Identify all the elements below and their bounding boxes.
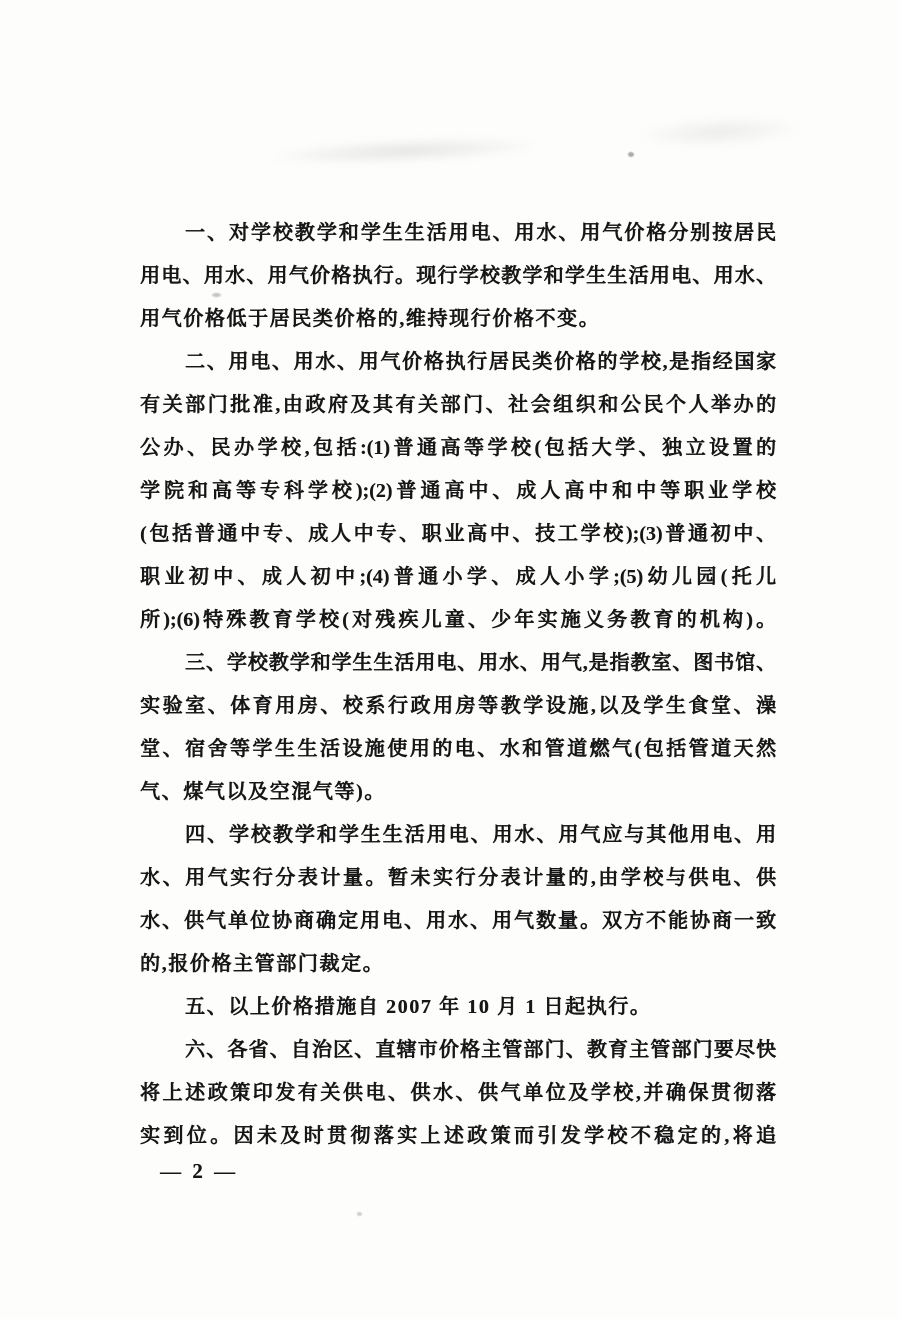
text-line: 用气价格低于居民类价格的,维持现行价格不变。 (140, 308, 601, 330)
text-line: 堂、宿舍等学生生活设施使用的电、水和管道燃气(包括管道天然 (140, 738, 776, 760)
paragraph-5 (140, 986, 776, 1029)
scan-smudge (634, 112, 805, 153)
scan-speck (628, 152, 634, 157)
text-line: 气、煤气以及空混气等)。 (140, 781, 386, 803)
scan-speck (357, 1212, 362, 1216)
text-line: 六、各省、自治区、直辖市价格主管部门、教育主管部门要尽快 (185, 1039, 776, 1061)
paragraph-3 (140, 642, 776, 814)
paragraph-1 (140, 212, 776, 341)
text-line: 职业初中、成人初中;(4)普通小学、成人小学;(5)幼儿园(托儿 (140, 566, 776, 588)
text-line: 有关部门批准,由政府及其有关部门、社会组织和公民个人举办的 (140, 394, 776, 416)
scan-smudge (265, 132, 546, 170)
paragraph-4 (140, 814, 776, 986)
text-line: 水、用气实行分表计量。暂未实行分表计量的,由学校与供电、供 (140, 867, 776, 889)
text-line: 公办、民办学校,包括:(1)普通高等学校(包括大学、独立设置的 (140, 437, 776, 459)
page-number: — 2 — (160, 1159, 238, 1183)
text-line: 二、用电、用水、用气价格执行居民类价格的学校,是指经国家 (185, 351, 776, 373)
text-line: 所);(6)特殊教育学校(对残疾儿童、少年实施义务教育的机构)。 (140, 609, 776, 631)
text-line: 用电、用水、用气价格执行。现行学校教学和学生生活用电、用水、 (140, 265, 776, 287)
text-line: 四、学校教学和学生生活用电、用水、用气应与其他用电、用 (185, 824, 776, 846)
paragraph-6 (140, 1029, 776, 1158)
text-line: (包括普通中专、成人中专、职业高中、技工学校);(3)普通初中、 (140, 523, 776, 545)
text-line: 三、学校教学和学生生活用电、用水、用气,是指教室、图书馆、 (185, 652, 776, 674)
paragraph-2 (140, 341, 776, 642)
text-line: 的,报价格主管部门裁定。 (140, 953, 385, 975)
text-line: 一、对学校教学和学生生活用电、用水、用气价格分别按居民 (185, 222, 776, 244)
text-line: 将上述政策印发有关供电、供水、供气单位及学校,并确保贯彻落 (140, 1082, 776, 1104)
text-line: 学院和高等专科学校);(2)普通高中、成人高中和中等职业学校 (140, 480, 776, 502)
text-line: 实验室、体育用房、校系行政用房等教学设施,以及学生食堂、澡 (140, 695, 776, 717)
text-line: 实到位。因未及时贯彻落实上述政策而引发学校不稳定的,将追 (140, 1125, 776, 1147)
text-line: 水、供气单位协商确定用电、用水、用气数量。双方不能协商一致 (140, 910, 776, 932)
text-line: 五、以上价格措施自 2007 年 10 月 1 日起执行。 (185, 996, 652, 1018)
document-body (140, 212, 776, 1158)
